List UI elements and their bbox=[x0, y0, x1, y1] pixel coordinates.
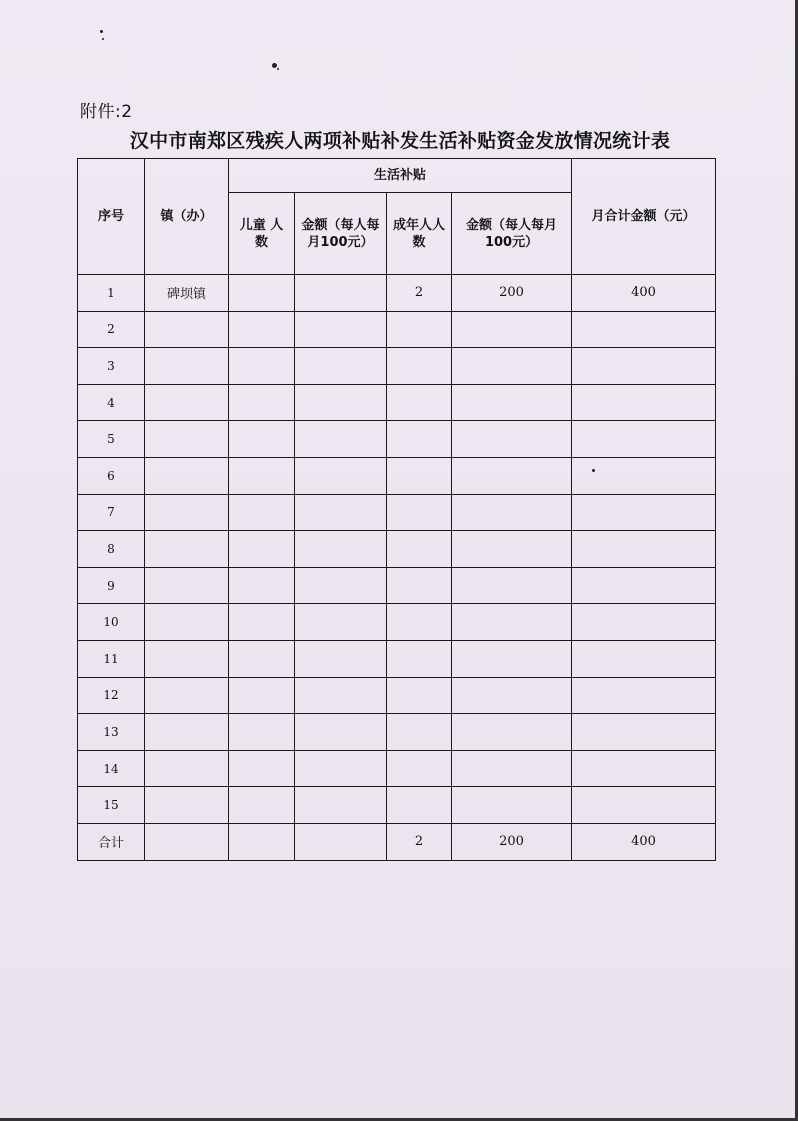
cell-seq: 7 bbox=[78, 494, 145, 531]
statistics-table bbox=[77, 158, 716, 861]
cell-child-count bbox=[229, 348, 295, 385]
cell-child-amount bbox=[295, 457, 387, 494]
cell-town bbox=[145, 311, 229, 348]
cell-town bbox=[145, 787, 229, 824]
cell-child-count bbox=[229, 750, 295, 787]
cell-monthly-total bbox=[572, 494, 716, 531]
cell-adult-count bbox=[387, 421, 452, 458]
cell-child-amount bbox=[295, 640, 387, 677]
cell-child-amount bbox=[295, 275, 387, 312]
cell-seq: 9 bbox=[78, 567, 145, 604]
cell-adult-amount bbox=[452, 567, 572, 604]
cell-adult-count bbox=[387, 677, 452, 714]
cell-town bbox=[145, 531, 229, 568]
total-row bbox=[78, 823, 716, 860]
cell-child-amount bbox=[295, 384, 387, 421]
header-child-amount: 金额（每人每月100元） bbox=[295, 193, 387, 275]
cell-child-count bbox=[229, 384, 295, 421]
cell-monthly-total bbox=[572, 714, 716, 751]
table-row bbox=[78, 275, 716, 312]
cell-seq: 3 bbox=[78, 348, 145, 385]
total-cell-child-count bbox=[229, 823, 295, 860]
header-seq: 序号 bbox=[78, 159, 145, 275]
cell-town bbox=[145, 494, 229, 531]
cell-town bbox=[145, 640, 229, 677]
cell-child-count bbox=[229, 494, 295, 531]
cell-child-amount bbox=[295, 787, 387, 824]
cell-adult-count bbox=[387, 494, 452, 531]
cell-child-amount bbox=[295, 567, 387, 604]
cell-child-amount bbox=[295, 531, 387, 568]
cell-adult-count bbox=[387, 348, 452, 385]
cell-child-count bbox=[229, 640, 295, 677]
table-row bbox=[78, 640, 716, 677]
cell-child-amount bbox=[295, 604, 387, 641]
total-cell-monthly-total: 400 bbox=[572, 823, 716, 860]
cell-seq: 11 bbox=[78, 640, 145, 677]
cell-adult-amount bbox=[452, 311, 572, 348]
cell-child-count bbox=[229, 457, 295, 494]
cell-adult-count bbox=[387, 604, 452, 641]
cell-child-amount bbox=[295, 677, 387, 714]
total-cell-adult-amount: 200 bbox=[452, 823, 572, 860]
cell-monthly-total bbox=[572, 677, 716, 714]
cell-town bbox=[145, 677, 229, 714]
cell-adult-count: 2 bbox=[387, 275, 452, 312]
header-child-count: 儿童 人数 bbox=[229, 193, 295, 275]
cell-seq: 6 bbox=[78, 457, 145, 494]
cell-adult-count bbox=[387, 750, 452, 787]
header-monthly-total: 月合计金额（元） bbox=[572, 159, 716, 275]
cell-town bbox=[145, 348, 229, 385]
cell-adult-count bbox=[387, 531, 452, 568]
cell-town bbox=[145, 457, 229, 494]
cell-child-count bbox=[229, 421, 295, 458]
cell-seq: 12 bbox=[78, 677, 145, 714]
cell-monthly-total bbox=[572, 787, 716, 824]
table-row bbox=[78, 457, 716, 494]
cell-adult-count bbox=[387, 714, 452, 751]
cell-monthly-total bbox=[572, 640, 716, 677]
cell-adult-count bbox=[387, 311, 452, 348]
cell-seq: 1 bbox=[78, 275, 145, 312]
table-row bbox=[78, 348, 716, 385]
table-row bbox=[78, 714, 716, 751]
cell-monthly-total bbox=[572, 311, 716, 348]
table-row bbox=[78, 531, 716, 568]
cell-town: 碑坝镇 bbox=[145, 275, 229, 312]
cell-child-count bbox=[229, 787, 295, 824]
cell-child-count bbox=[229, 275, 295, 312]
page-title: 汉中市南郑区残疾人两项补贴补发生活补贴资金发放情况统计表 bbox=[129, 130, 671, 152]
cell-adult-count bbox=[387, 640, 452, 677]
scan-speck bbox=[102, 38, 104, 40]
header-living-subsidy: 生活补贴 bbox=[229, 159, 572, 193]
cell-town bbox=[145, 714, 229, 751]
header-adult-amount: 金额（每人每月100元） bbox=[452, 193, 572, 275]
cell-monthly-total bbox=[572, 531, 716, 568]
cell-seq: 14 bbox=[78, 750, 145, 787]
cell-child-amount bbox=[295, 494, 387, 531]
cell-monthly-total bbox=[572, 604, 716, 641]
cell-seq: 5 bbox=[78, 421, 145, 458]
table-row bbox=[78, 750, 716, 787]
cell-adult-amount bbox=[452, 677, 572, 714]
table-row bbox=[78, 421, 716, 458]
cell-adult-count bbox=[387, 787, 452, 824]
cell-adult-amount: 200 bbox=[452, 275, 572, 312]
cell-adult-amount bbox=[452, 750, 572, 787]
scan-speck bbox=[272, 63, 277, 68]
cell-town bbox=[145, 604, 229, 641]
cell-monthly-total bbox=[572, 384, 716, 421]
cell-monthly-total bbox=[572, 421, 716, 458]
cell-adult-amount bbox=[452, 787, 572, 824]
cell-child-amount bbox=[295, 311, 387, 348]
cell-adult-count bbox=[387, 567, 452, 604]
scan-speck bbox=[100, 30, 103, 33]
header-adult-count: 成年人人数 bbox=[387, 193, 452, 275]
cell-child-count bbox=[229, 714, 295, 751]
cell-seq: 2 bbox=[78, 311, 145, 348]
cell-town bbox=[145, 567, 229, 604]
table-row bbox=[78, 311, 716, 348]
total-cell-adult-count: 2 bbox=[387, 823, 452, 860]
cell-child-count bbox=[229, 604, 295, 641]
cell-adult-amount bbox=[452, 494, 572, 531]
attachment-label: 附件:2 bbox=[80, 102, 133, 122]
cell-seq: 13 bbox=[78, 714, 145, 751]
header-town: 镇（办） bbox=[145, 159, 229, 275]
table-body bbox=[78, 275, 716, 861]
cell-adult-count bbox=[387, 457, 452, 494]
table-row bbox=[78, 494, 716, 531]
cell-adult-amount bbox=[452, 640, 572, 677]
cell-child-amount bbox=[295, 750, 387, 787]
cell-adult-amount bbox=[452, 384, 572, 421]
cell-monthly-total bbox=[572, 567, 716, 604]
table-row bbox=[78, 384, 716, 421]
cell-child-count bbox=[229, 531, 295, 568]
cell-seq: 15 bbox=[78, 787, 145, 824]
total-cell-town bbox=[145, 823, 229, 860]
cell-adult-amount bbox=[452, 531, 572, 568]
cell-child-count bbox=[229, 311, 295, 348]
cell-adult-amount bbox=[452, 421, 572, 458]
cell-child-amount bbox=[295, 348, 387, 385]
table-row bbox=[78, 677, 716, 714]
cell-adult-amount bbox=[452, 348, 572, 385]
table-row bbox=[78, 567, 716, 604]
cell-seq: 4 bbox=[78, 384, 145, 421]
cell-child-amount bbox=[295, 421, 387, 458]
total-cell-seq: 合计 bbox=[78, 823, 145, 860]
cell-town bbox=[145, 384, 229, 421]
cell-child-count bbox=[229, 567, 295, 604]
cell-monthly-total: 400 bbox=[572, 275, 716, 312]
cell-monthly-total bbox=[572, 457, 716, 494]
cell-child-amount bbox=[295, 714, 387, 751]
cell-adult-amount bbox=[452, 604, 572, 641]
cell-adult-count bbox=[387, 384, 452, 421]
table-row bbox=[78, 604, 716, 641]
cell-seq: 8 bbox=[78, 531, 145, 568]
cell-adult-amount bbox=[452, 714, 572, 751]
cell-town bbox=[145, 421, 229, 458]
scan-speck bbox=[277, 68, 279, 70]
cell-monthly-total bbox=[572, 750, 716, 787]
cell-child-count bbox=[229, 677, 295, 714]
table-row bbox=[78, 787, 716, 824]
cell-seq: 10 bbox=[78, 604, 145, 641]
cell-adult-amount bbox=[452, 457, 572, 494]
cell-town bbox=[145, 750, 229, 787]
cell-monthly-total bbox=[572, 348, 716, 385]
total-cell-child-amount bbox=[295, 823, 387, 860]
